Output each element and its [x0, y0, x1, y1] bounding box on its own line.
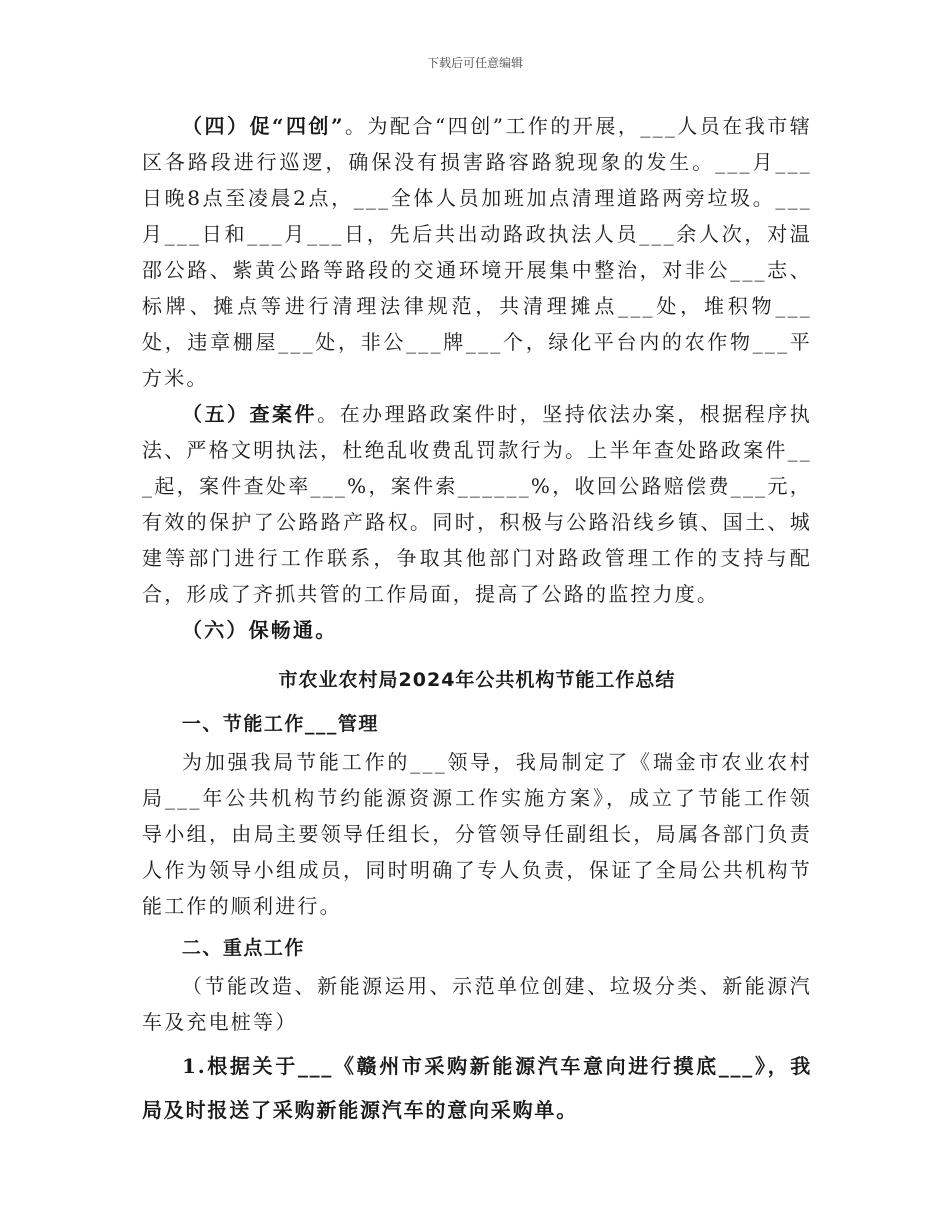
section-5-paragraph: [142, 396, 812, 612]
section-4-text: 。为配合“四创”工作的开展，___人员在我市辖区各路段进行巡逻，确保没有损害路容路貌现象的发生。___月___日晚8点至凌晨2点，___全体人员加班加点清理道路两旁垃圾。___月___日和___月___日，先后共出动路政执法人员___余人次，对温邵公路、紫黄公路等路段的交通环境开展集中整治，对非公___志、标牌、摊点等进行清理法律规范，共清理摊点___处，堆积物___处，违章棚屋___处，非公___牌___个，绿化平台内的农作物___平方米。: [142, 114, 812, 390]
section-5-text: 。在办理路政案件时，坚持依法办案，根据程序执法、严格文明执法，杜绝乱收费乱罚款行为。上半年查处路政案件___起，案件查处率___%，案件索______%，收回公路赔偿费___元，有效的保护了公路路产路权。同时，积极与公路沿线乡镇、国土、城建等部门进行工作联系，争取其他部门对路政管理工作的支持与配合，形成了齐抓共管的工作局面，提高了公路的监控力度。: [142, 402, 813, 606]
section-4-label: （四）促“四创”: [182, 114, 345, 138]
part-2-heading: 二、重点工作: [181, 937, 305, 959]
part-2-item-1: 1.根据关于___《赣州市采购新能源汽车意向进行摸底___》，我局及时报送了采购新能源汽车的意向采购单。: [142, 1054, 812, 1122]
section-4-paragraph: [142, 108, 812, 396]
document-title: 市农业农村局2024年公共机构节能工作总结: [278, 669, 676, 691]
part-1-heading: 一、节能工作___管理: [181, 713, 379, 735]
page-header-note: 下载后可任意编辑: [426, 56, 523, 70]
section-5-label: （五）查案件: [182, 402, 318, 426]
document-body: [142, 108, 812, 1132]
section-6-heading: （六）保畅通。: [182, 618, 338, 642]
part-1-text: 为加强我局节能工作的___领导，我局制定了《瑞金市农业农村局___年公共机构节约能源资源工作实施方案》，成立了节能工作领导小组，由局主要领导任组长，分管领导任副组长，局属各部门负责人作为领导小组成员，同时明确了专人负责，保证了全局公共机构节能工作的顺利进行。: [142, 750, 812, 918]
part-2-note: （节能改造、新能源运用、示范单位创建、垃圾分类、新能源汽车及充电桩等）: [142, 974, 812, 1034]
